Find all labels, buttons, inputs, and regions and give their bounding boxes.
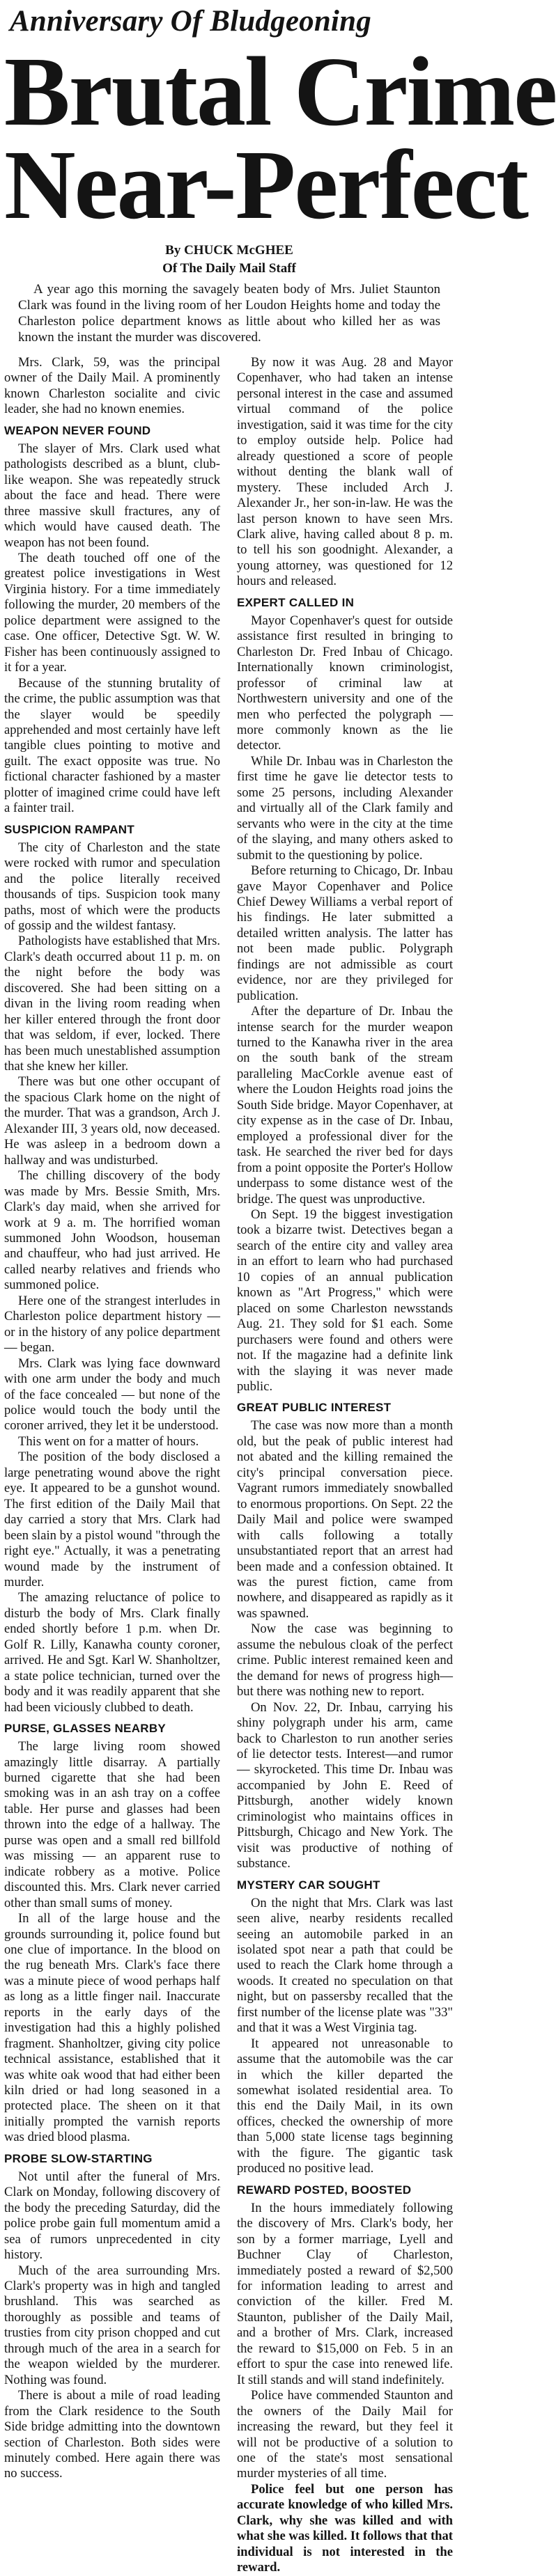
article-paragraph: It appeared not unreasonable to assume that the automobile was the car in which the killer departed the somewhat isolated residential area. To this end the Daily Mail, in its own offices, checked the ownership of more than 5,000 state license tags beginning with the figure. The gigantic task produced no positive lead. [237,2036,453,2176]
kicker-headline: Anniversary Of Bludgeoning [10,5,371,38]
article-paragraph: There is about a mile of road leading from the Clark residence to the South Side bridge admitting into the downtown section of Charleston. Both sides were minutely combed. Here again there was no success. [4,2388,220,2481]
article-paragraph: There was but one other occupant of the spacious Clark home on the night of the murder. That was a grandson, Arch J. Alexander III, 3 years old, now deceased. He was asleep in a bedroom down a hallway and was undisturbed. [4,1074,220,1168]
article-paragraph: While Dr. Inbau was in Charleston the first time he gave lie detector tests to some 25 persons, including Alexander and virtually all of the Clark family and servants who were in the city at the time of the slaying, and many others asked to submit to the questioning by police. [237,753,453,863]
headline-line-1: Brutal Crime [4,36,556,146]
article-paragraph: Police feel but one person has accurate knowledge of who killed Mrs. Clark, why she was killed and with what she was killed. It follows that that individual is not interested in the reward. [237,2481,453,2575]
article-paragraph: By now it was Aug. 28 and Mayor Copenhaver, who had taken an intense personal interest in the case and assumed virtual command of the police investigation, said it was time for the city to employ outside help. Police had already questioned a score of people without denting the blank wall of mystery. These included Arch J. Alexander Jr., her son-in-law. He was the last person known to have seen Mrs. Clark alive, having called about 8 p. m. to tell his son goodnight. Alexander, a young attorney, was questioned for 12 hours and released. [237,355,453,589]
article-paragraph: The position of the body disclosed a large penetrating wound above the right eye. It appeared to be a gunshot wound. The first edition of the Daily Mail that day carried a story that Mrs. Clark had been slain by a pistol wound "through the right eye." Actually, it was a penetrating wound made by the instrument of murder. [4,1450,220,1589]
article-paragraph: Much of the area surrounding Mrs. Clark's property was in high and tangled brushland. This was searched as thoroughly as possible and teams of trusties from city prison chopped and cut through much of the area in a search for the weapon wielded by the murderer. Nothing was found. [4,2263,220,2387]
section-subhead: PURSE, GLASSES NEARBY [4,1722,167,1736]
article-paragraph: Mrs. Clark, 59, was the principal owner of the Daily Mail. A prominently known Charleston socialite and civic leader, she had no known enemies. [4,355,220,417]
section-subhead: WEAPON NEVER FOUND [4,423,151,437]
article-paragraph: The chilling discovery of the body was made by Mrs. Bessie Smith, Mrs. Clark's day maid, when she arrived for work at 9 a. m. The horrified woman summoned John Woodson, houseman and chauffeur, who had just arrived. He called nearby relatives and friends who summoned police. [4,1168,220,1293]
section-subhead: PROBE SLOW-STARTING [4,2151,153,2165]
headline-line-2: Near-Perfect [4,129,528,239]
article-paragraph: In the hours immediately following the discovery of Mrs. Clark's body, her son by a former marriage, Lyell and Buchner Clay of Charleston, immediately posted a reward of $2,500 for information leading to arrest and conviction of the killer. Fred M. Staunton, publisher of the Daily Mail, and a brother of Mrs. Clark, increased the reward to $15,000 on Feb. 5 in an effort to spur the case into renewed life. It still stands and will stand indefinitely. [237,2200,453,2387]
article-paragraph: Pathologists have established that Mrs. Clark's death occurred about 11 p. m. on the night before the body was discovered. She had been sitting on a divan in the living room reading when her killer entered through the front door that was seldom, if ever, locked. There has been much unestablished assumption that she knew her killer. [4,934,220,1074]
article-paragraph: The death touched off one of the greatest police investigations in West Virginia history. For a time immediately following the murder, 20 members of the police department were assigned to the case. One officer, Detective Sgt. W. W. Fisher has been continuously assigned to it for a year. [4,550,220,675]
lede-paragraph: A year ago this morning the savagely beaten body of Mrs. Juliet Staunton Clark was found in the living room of her Loudon Heights home and today the Charleston police department knows as little about who killed her as was known the instant the murder was discovered. [18,282,440,345]
article-paragraph: This went on for a matter of hours. [18,1434,199,1449]
article-paragraph: Mrs. Clark was lying face downward with one arm under the body and much of the face concealed — but none of the police would touch the body until the coroner arrived, they let it be understood. [4,1356,220,1434]
article-paragraph: After the departure of Dr. Inbau the intense search for the murder weapon turned to the Kanawha river in the area on the south bank of the stream paralleling MacCorkle avenue east of where the Loudon Heights road joins the South Side bridge. Mayor Copenhaver, at city expense as in the case of Dr. Inbau, employed a professional diver for the task. He searched the river bed for days from a point opposite the Porter's Hollow underpass to some distance west of the bridge. The quest was unproductive. [237,1004,453,1207]
main-headline [4,36,556,239]
article-paragraph: The slayer of Mrs. Clark used what pathologists described as a blunt, club-like weapon. She was repeatedly struck about the face and head. There were three massive skull fractures, any of which would have caused death. The weapon has not been found. [4,441,220,550]
article-paragraph: Police have commended Staunton and the owners of the Daily Mail for increasing the reward, but they feel it will not be productive of a solution to one of the state's most sensational murder mysteries of all time. [237,2388,453,2481]
article-paragraph: The case was now more than a month old, but the peak of public interest had not abated and the killing remained the city's principal conversation piece. Vagrant rumors immediately snowballed to enormous proportions. On Sept. 22 the Daily Mail and police were swamped with calls following a totally unsubstantiated report that an arrest had been made and a confession obtained. It was the purest fiction, came from nowhere, and disappeared as rapidly as it was spawned. [237,1418,453,1621]
article-paragraph: The large living room showed amazingly little disarray. A partially burned cigarette that she had been smoking was in an ash tray on a coffee table. Her purse and glasses had been thrown into the edge of a hallway. The purse was open and a small red billfold was missing — an apparent ruse to indicate robbery as a motive. Police discounted this. Mrs. Clark never carried other than small sums of money. [4,1739,220,1910]
article-paragraph: Mayor Copenhaver's quest for outside assistance first resulted in bringing to Charleston Dr. Fred Inbau of Chicago. Internationally known criminologist, professor of criminal law at Northwestern university and one of the men who perfected the polygraph — more commonly known as the lie detector. [237,613,453,753]
section-subhead: EXPERT CALLED IN [237,595,355,609]
article-paragraph: On the night that Mrs. Clark was last seen alive, nearby residents recalled seeing an automobile parked in an isolated spot near a path that could be used to reach the Clark home through a woods. It created no speculation on that night, but on passersby recalled that the first number of the license plate was "33" and that it was a West Virginia tag. [237,1895,453,2036]
byline-staff: Of The Daily Mail Staff [162,261,296,276]
article-paragraph: Here one of the strangest interludes in Charleston police department history — or in the history of any police department — began. [4,1293,220,1356]
article-paragraph: The city of Charleston and the state were rocked with rumor and speculation and the police literally received thousands of tips. Suspicion took many paths, most of which were the products of gossip and the wildest fantasy. [4,840,220,933]
section-subhead: MYSTERY CAR SOUGHT [237,1878,380,1892]
article-paragraph: On Nov. 22, Dr. Inbau, carrying his shiny polygraph under his arm, came back to Charleston to run another series of lie detector tests. Interest—and rumor — skyrocketed. This time Dr. Inbau was accompanied by John E. Reed of Pittsburgh, another widely known criminologist who maintains offices in Pittsburgh, Chicago and New York. The visit was productive of nothing of substance. [237,1699,453,1871]
article-paragraph: Because of the stunning brutality of the crime, the public assumption was that the slayer would be speedily apprehended and most certainly have left tangible clues pointing to motive and guilt. The exact opposite was true. No fictional character fashioned by a master plotter of imagined crime could have left a fainter trail. [4,675,220,816]
article-paragraph: On Sept. 19 the biggest investigation took a bizarre twist. Detectives began a search of the entire city and valley area in an effort to learn who had purchased 10 copies of an annual publication known as "Art Progress," which were placed on some Charleston newsstands Aug. 21. They sold for $1 each. Some purchasers were found and others were not. If the magazine had a definite link with the slaying it was never made public. [237,1207,453,1394]
section-subhead: SUSPICION RAMPANT [4,822,135,836]
section-subhead: GREAT PUBLIC INTEREST [237,1401,392,1415]
byline-author: By CHUCK McGHEE [165,243,293,258]
article-paragraph: Now the case was beginning to assume the nebulous cloak of the perfect crime. Public interest remained keen and the demand for news of progress high—but there was nothing new to report. [237,1621,453,1699]
left-column [4,355,220,2482]
right-column [237,355,453,2576]
article-paragraph: Not until after the funeral of Mrs. Clark on Monday, following discovery of the body the preceding Saturday, did the police probe gain full momentum amid a sea of rumors unprecedented in city history. [4,2169,220,2263]
article-paragraph: Before returning to Chicago, Dr. Inbau gave Mayor Copenhaver and Police Chief Dewey Williams a verbal report of his findings. He later submitted a detailed written analysis. The latter has not been made public. Polygraph findings are not admissible as court evidence, nor are they privileged for publication. [237,863,453,1003]
article-paragraph: The amazing reluctance of police to disturb the body of Mrs. Clark finally ended shortly before 1 p.m. when Dr. Golf R. Lilly, Kanawha county coroner, arrived. He and Sgt. Karl W. Shanholtzer, a state police technician, turned over the body and it was readily apparent that she had been viciously clubbed to death. [4,1590,220,1715]
article-paragraph: In all of the large house and the grounds surrounding it, police found but one clue of importance. In the blood on the rug beneath Mrs. Clark's face there was a minute piece of wood perhaps half as long as a little finger nail. Inaccurate reports in the early days of the investigation had this a highly polished fragment. Shanholtzer, giving city police technical assistance, established that it was white oak wood that had either been kiln dried or had long seasoned in a protected place. The sheen on it that initially prompted the varnish reports was dried blood plasma. [4,1911,220,2145]
section-subhead: REWARD POSTED, BOOSTED [237,2183,412,2197]
